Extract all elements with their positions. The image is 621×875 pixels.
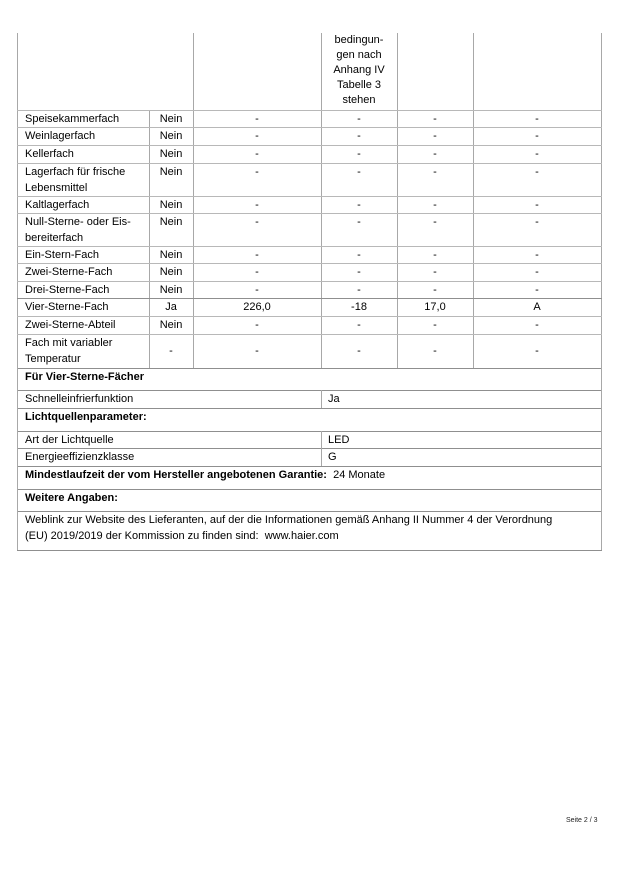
compartment-freeze: -: [535, 284, 539, 296]
compartment-volume: -: [255, 148, 259, 160]
table-row: [17, 145, 601, 163]
header-continuation-line: bedingun-: [334, 34, 384, 46]
compartment-freeze: -: [535, 113, 539, 125]
compartment-volume: -: [255, 130, 259, 142]
table-border-vertical: [473, 33, 474, 110]
compartment-temp: -: [357, 113, 361, 125]
table-row: [17, 213, 601, 246]
compartment-energy: -: [433, 249, 437, 261]
compartment-volume: -: [255, 319, 259, 331]
compartment-energy: -: [433, 148, 437, 160]
compartment-present: -: [169, 345, 173, 357]
compartment-name: Lagerfach für frische Lebensmittel: [25, 166, 126, 194]
compartment-volume: -: [255, 216, 259, 228]
further-heading: Weitere Angaben:: [25, 492, 118, 504]
table-row: [17, 163, 601, 196]
supplier-weblink[interactable]: www.haier.com: [264, 530, 339, 542]
compartment-volume: -: [255, 199, 259, 211]
table-row: [17, 263, 601, 281]
compartment-name: Kellerfach: [25, 148, 74, 160]
section-border-horizontal: [17, 489, 602, 490]
compartment-temp: -: [357, 284, 361, 296]
table-border-vertical: [321, 33, 322, 110]
compartment-name: Vier-Sterne-Fach: [25, 301, 109, 313]
warranty-label: Mindestlaufzeit der vom Hersteller angebotenen Garantie:: [25, 469, 327, 481]
compartment-temp: -: [357, 130, 361, 142]
compartment-temp: -18: [351, 301, 367, 313]
section-border-horizontal: [17, 408, 602, 409]
compartment-freeze: -: [535, 130, 539, 142]
section-border-horizontal: [17, 431, 602, 432]
compartment-energy: -: [433, 266, 437, 278]
light-class-label: Energieeffizienzklasse: [25, 451, 135, 463]
compartment-name: Speisekammerfach: [25, 113, 120, 125]
quick-freeze-label: Schnelleinfrierfunktion: [25, 393, 134, 405]
compartment-present: Nein: [159, 199, 183, 211]
compartment-present: Nein: [159, 216, 183, 228]
table-border-vertical: [601, 110, 602, 368]
warranty-row: [25, 467, 385, 483]
table-row: [17, 196, 601, 213]
compartment-present: Nein: [159, 130, 183, 142]
table-border-vertical: [17, 33, 18, 110]
header-continuation-text: [321, 33, 397, 108]
table-row: [17, 281, 601, 298]
section-border-vertical: [17, 368, 18, 550]
compartment-freeze: -: [535, 266, 539, 278]
compartment-volume: -: [255, 345, 259, 357]
further-line1: Weblink zur Website des Lieferanten, auf der die Informationen gemäß Anhang II Nummer 4 der Verordnung: [25, 514, 553, 526]
compartment-present: Nein: [159, 249, 183, 261]
section-border-vertical: [321, 390, 322, 408]
light-heading: Lichtquellenparameter:: [25, 411, 147, 423]
compartment-present: Nein: [159, 166, 183, 178]
table-border-vertical: [601, 33, 602, 110]
light-type-label: Art der Lichtquelle: [25, 434, 114, 446]
compartment-volume: -: [255, 266, 259, 278]
compartment-temp: -: [357, 199, 361, 211]
section-border-horizontal: [17, 511, 602, 512]
compartment-energy: 17,0: [424, 301, 446, 313]
compartment-volume: 226,0: [243, 301, 271, 313]
compartment-temp: -: [357, 266, 361, 278]
table-border-horizontal: [17, 368, 602, 369]
compartment-present: Nein: [159, 319, 183, 331]
table-row: [17, 334, 601, 368]
compartment-energy: -: [433, 199, 437, 211]
table-border-vertical: [397, 33, 398, 110]
compartment-energy: -: [433, 166, 437, 178]
further-line2: [25, 528, 339, 544]
compartment-temp: -: [357, 249, 361, 261]
section-border-horizontal: [17, 550, 602, 551]
compartment-present: Nein: [159, 266, 183, 278]
compartment-name: Zwei-Sterne-Abteil: [25, 319, 116, 331]
header-continuation-line: Tabelle 3: [336, 79, 382, 91]
compartment-freeze: -: [535, 319, 539, 331]
compartment-name: Null-Sterne- oder Eis- bereiterfach: [25, 216, 131, 244]
compartment-name: Kaltlagerfach: [25, 199, 90, 211]
light-type-value: LED: [328, 434, 350, 446]
warranty-value: 24 Monate: [333, 469, 386, 481]
compartment-name: Weinlagerfach: [25, 130, 96, 142]
compartment-freeze: -: [535, 216, 539, 228]
quick-freeze-value: Ja: [328, 393, 340, 405]
compartment-present: Nein: [159, 284, 183, 296]
table-row: [17, 316, 601, 334]
compartment-freeze: -: [535, 345, 539, 357]
four-star-heading: Für Vier-Sterne-Fächer: [25, 371, 145, 383]
compartment-energy: -: [433, 216, 437, 228]
compartment-temp: -: [357, 345, 361, 357]
page-number: Seite 2 / 3: [566, 817, 598, 824]
compartment-volume: -: [255, 249, 259, 261]
section-border-horizontal: [17, 466, 602, 467]
compartment-freeze: -: [535, 166, 539, 178]
compartment-present: Nein: [159, 148, 183, 160]
compartment-volume: -: [255, 113, 259, 125]
compartment-temp: -: [357, 148, 361, 160]
compartment-temp: -: [357, 319, 361, 331]
compartment-name: Fach mit variabler Temperatur: [25, 337, 113, 365]
compartment-freeze: -: [535, 148, 539, 160]
compartment-freeze: -: [535, 249, 539, 261]
compartment-volume: -: [255, 166, 259, 178]
compartment-energy: -: [433, 345, 437, 357]
header-continuation-line: stehen: [342, 94, 376, 106]
compartment-temp: -: [357, 166, 361, 178]
section-border-horizontal: [17, 390, 602, 391]
table-row: [17, 110, 601, 127]
compartment-energy: -: [433, 319, 437, 331]
compartment-energy: -: [433, 130, 437, 142]
compartment-freeze: A: [533, 301, 541, 313]
section-border-horizontal: [17, 448, 602, 449]
table-row: [17, 246, 601, 263]
table-row: [17, 127, 601, 145]
compartment-energy: -: [433, 284, 437, 296]
section-border-vertical: [321, 431, 322, 466]
compartment-present: Ja: [165, 301, 177, 313]
compartment-name: Ein-Stern-Fach: [25, 249, 99, 261]
table-row: [17, 298, 601, 316]
table-border-vertical: [193, 33, 194, 110]
compartment-freeze: -: [535, 199, 539, 211]
section-border-vertical: [601, 368, 602, 550]
header-continuation-line: gen nach: [336, 49, 382, 61]
header-continuation-line: Anhang IV: [333, 64, 385, 76]
further-line2-prefix: (EU) 2019/2019 der Kommission zu finden sind:: [25, 530, 259, 542]
compartment-energy: -: [433, 113, 437, 125]
compartment-name: Drei-Sterne-Fach: [25, 284, 110, 296]
compartment-name: Zwei-Sterne-Fach: [25, 266, 113, 278]
compartment-volume: -: [255, 284, 259, 296]
compartment-present: Nein: [159, 113, 183, 125]
compartment-temp: -: [357, 216, 361, 228]
light-class-value: G: [328, 451, 337, 463]
